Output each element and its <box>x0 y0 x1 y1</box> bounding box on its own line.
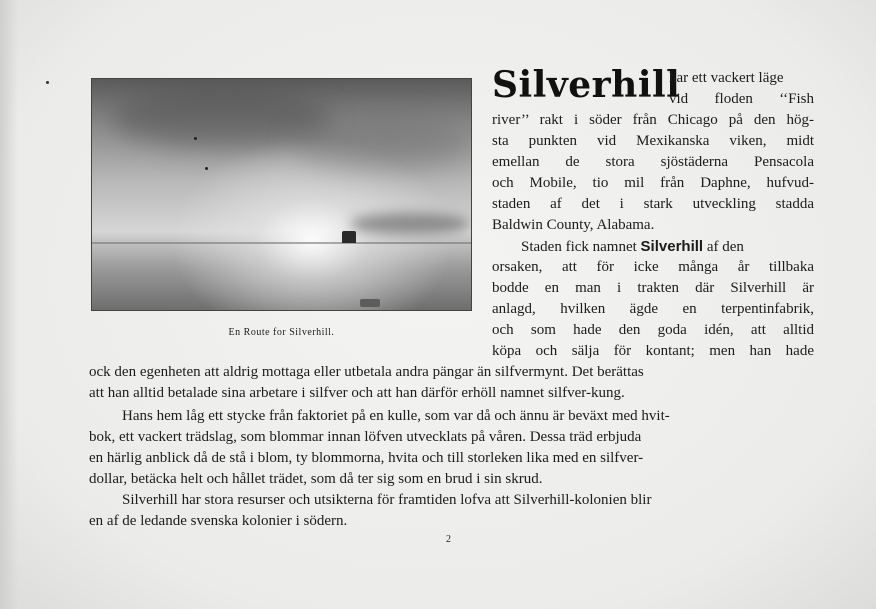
text-line: och Mobile, tio mil från Daphne, hufvud- <box>492 175 814 191</box>
text-line: anlagd, hvilken ägde en terpentinfabrik, <box>492 301 814 317</box>
photo-caption: En Route for Silverhill. <box>228 327 335 338</box>
page-number: 2 <box>446 534 451 545</box>
speck <box>46 81 49 84</box>
steamship-photo <box>91 78 472 311</box>
text-line: Baldwin County, Alabama. <box>492 217 655 233</box>
text-line: bodde en man i trakten där Silverhill är <box>492 280 814 296</box>
text-line: staden af det i stark utveckling stadda <box>492 196 814 212</box>
text-line: Hans hem låg ett stycke från faktoriet på en kulle, som var då och ännu är beväxt med hvit- <box>122 408 670 424</box>
text-line: bok, ett vackert trädslag, som blommar innan löfven utvecklats på våren. Dessa träd erbjuda <box>89 429 642 445</box>
text-line: att han alltid betalade sina arbetare i silfver och att han därför erhöll namnet silfver-kung. <box>89 385 625 401</box>
text-span: Staden fick namnet <box>521 239 641 255</box>
text-span: af den <box>703 239 744 255</box>
steamship <box>342 231 356 243</box>
buoy <box>360 299 380 307</box>
text-line: dollar, betäcka helt och hållet trädet, som då ter sig som en brud i sin skrud. <box>89 471 543 487</box>
text-line: river’’ rakt i söder från Chicago på den hög- <box>492 112 814 128</box>
ship-smoke <box>350 213 470 235</box>
text-line: emellan de stora sjöstäderna Pensacola <box>492 154 814 170</box>
bird <box>205 167 208 170</box>
text-line: orsaken, att för icke många år tillbaka <box>492 259 814 275</box>
text-line: Silverhill har stora resurser och utsikterna för framtiden lofva att Silverhill-kolonien blir <box>122 492 652 508</box>
text-line: vid floden ‘‘Fish <box>669 91 814 107</box>
bold-place-name: Silverhill <box>640 238 704 255</box>
cloud <box>292 119 472 169</box>
text-line: ock den egenheten att aldrig mottaga eller utbetala andra pängar än silfvermynt. Det berättas <box>89 364 644 380</box>
text-line <box>521 236 744 258</box>
horizon-line <box>92 242 471 244</box>
bird <box>194 137 197 140</box>
text-line: en härlig anblick då de stå i blom, ty blommorna, hvita och till storleken lika med en silfver- <box>89 450 644 466</box>
text-line: och som hade den goda idén, att alltid <box>492 322 814 338</box>
page-gutter-shadow <box>0 0 18 609</box>
title-word: Silverhill <box>492 64 681 106</box>
text-line: har ett vackert läge <box>669 70 784 86</box>
text-line: sta punkten vid Mexikanska viken, midt <box>492 133 814 149</box>
text-line: en af de ledande svenska kolonier i södern. <box>89 513 348 529</box>
text-line: köpa och sälja för kontant; men han hade <box>492 343 814 359</box>
